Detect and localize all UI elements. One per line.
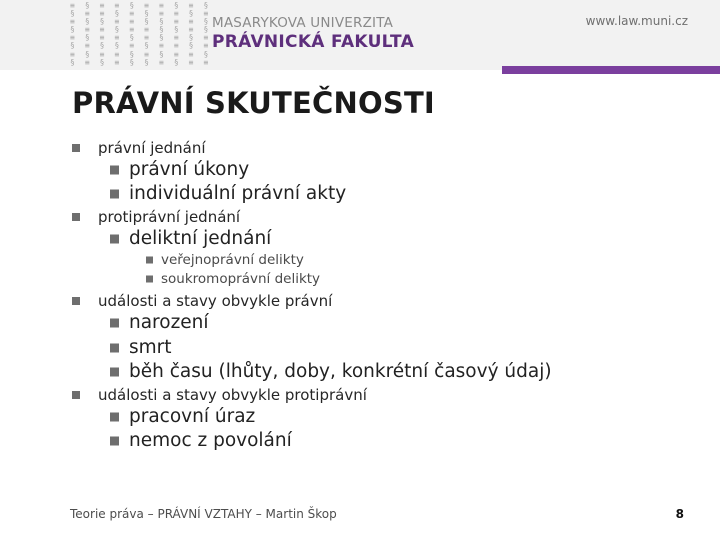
bullet-text: soukromoprávní delikty: [161, 271, 321, 287]
bullet-item-level-3: [146, 271, 320, 287]
square-bullet-icon: [110, 189, 119, 198]
square-bullet-icon: [110, 234, 119, 243]
square-bullet-icon: [72, 391, 80, 399]
bullet-text: právní jednání: [98, 139, 206, 157]
bullet-item-level-1: [72, 292, 332, 310]
bullet-item-level-2: [110, 312, 209, 333]
bullet-text: smrt: [129, 337, 172, 358]
bullet-text: právní úkony: [129, 159, 250, 180]
square-bullet-icon: [146, 257, 153, 264]
bullet-text: nemoc z povolání: [129, 430, 292, 451]
bullet-text: individuální právní akty: [129, 183, 347, 204]
bullet-text: veřejnoprávní delikty: [161, 252, 304, 268]
bullet-item-level-2: [110, 430, 292, 451]
bullet-text: události a stavy obvykle právní: [98, 292, 333, 310]
square-bullet-icon: [110, 367, 119, 376]
website-url[interactable]: www.law.muni.cz: [585, 14, 688, 28]
bullet-text: narození: [129, 312, 209, 333]
square-bullet-icon: [146, 276, 153, 283]
square-bullet-icon: [72, 144, 80, 152]
bullet-text: protiprávní jednání: [98, 208, 241, 226]
bullet-item-level-2: [110, 361, 552, 382]
page-number: 8: [675, 507, 684, 521]
square-bullet-icon: [110, 436, 119, 445]
university-logo-pattern: ≡ § ≡ ≡ § ≡ ≡ § ≡ § § ≡ ≡ § ≡ § ≡ ≡ § ≡ ≡ § § ≡ ≡ § § ≡ ≡ § § ≡ ≡ § ≡ ≡ § § ≡ § ≡ § ≡ ≡ § ≡ § ≡ § ≡ § ≡ § § ≡ § ≡ ≡ § ≡ ≡ § ≡ ≡ § ≡ § ≡ ≡ § § ≡ § ≡ § § ≡ § ≡ ≡: [70, 1, 211, 67]
slide-title: PRÁVNÍ SKUTEČNOSTI: [72, 86, 435, 120]
university-name: MASARYKOVA UNIVERZITA: [212, 15, 394, 31]
bullet-item-level-1: [72, 139, 206, 157]
footer-text: Teorie práva – PRÁVNÍ VZTAHY – Martin Škop: [70, 507, 337, 521]
square-bullet-icon: [110, 318, 119, 327]
square-bullet-icon: [110, 165, 119, 174]
bullet-item-level-2: [110, 337, 172, 358]
bullet-text: deliktní jednání: [129, 228, 272, 249]
bullet-item-level-2: [110, 406, 255, 427]
square-bullet-icon: [72, 297, 80, 305]
bullet-item-level-1: [72, 208, 240, 226]
bullet-text: pracovní úraz: [129, 406, 256, 427]
bullet-item-level-2: [110, 183, 346, 204]
square-bullet-icon: [72, 213, 80, 221]
bullet-item-level-3: [146, 252, 304, 268]
bullet-text: události a stavy obvykle protiprávní: [98, 386, 367, 404]
bullet-text: běh času (lhůty, doby, konkrétní časový údaj): [129, 361, 552, 382]
square-bullet-icon: [110, 412, 119, 421]
bullet-item-level-2: [110, 159, 249, 180]
bullet-item-level-2: [110, 228, 271, 249]
square-bullet-icon: [110, 343, 119, 352]
bullet-item-level-1: [72, 386, 367, 404]
faculty-name: PRÁVNICKÁ FAKULTA: [212, 32, 415, 52]
